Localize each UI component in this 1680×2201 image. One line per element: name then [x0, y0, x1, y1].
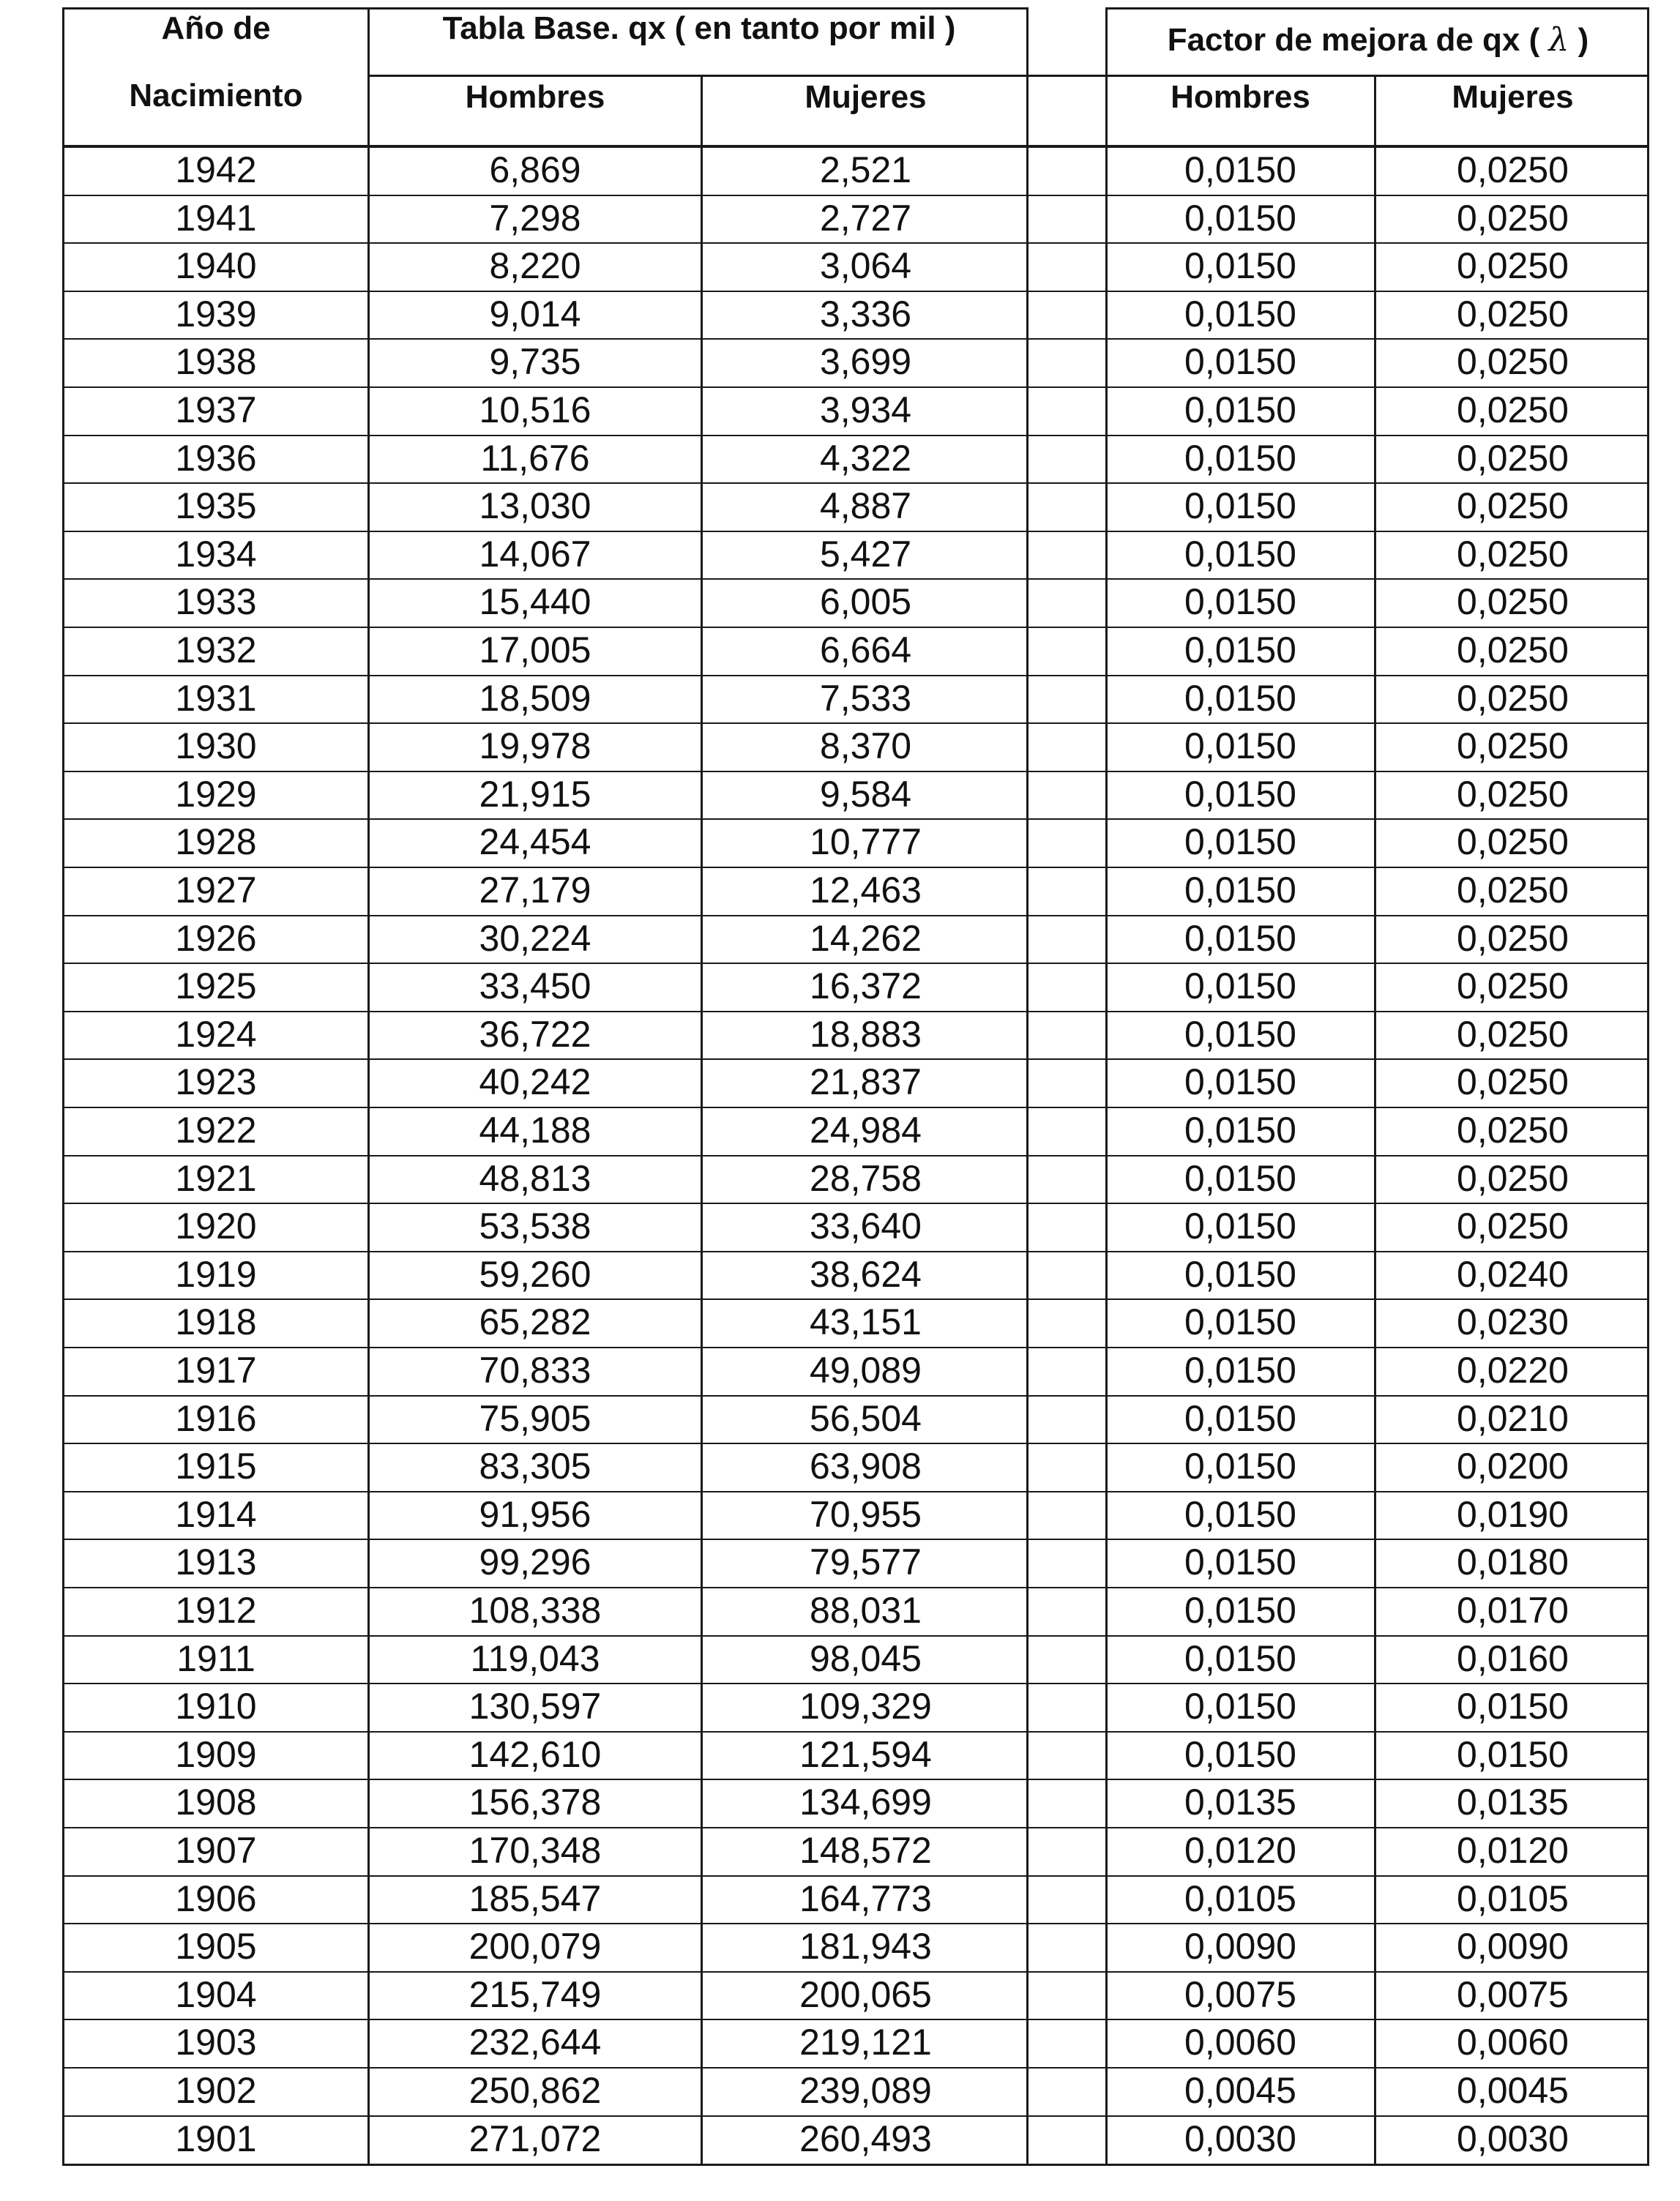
cell-factor-women: 0,0120	[1457, 1830, 1569, 1871]
grid-top-border-right	[1105, 7, 1647, 10]
header-improvement-title-suffix: )	[1578, 22, 1589, 58]
cell-qx-women: 4,887	[819, 485, 912, 527]
cell-factor-women: 0,0250	[1457, 149, 1569, 190]
cell-qx-women: 88,031	[810, 1590, 922, 1631]
grid-row-separator	[62, 2115, 1647, 2117]
cell-factor-men: 0,0150	[1184, 1733, 1296, 1775]
cell-factor-men: 0,0150	[1184, 1206, 1296, 1247]
cell-factor-men: 0,0150	[1184, 1301, 1296, 1343]
cell-qx-men: 170,348	[468, 1830, 602, 1871]
cell-qx-men: 36,722	[479, 1013, 591, 1055]
grid-row-separator	[62, 627, 1647, 628]
cell-qx-women: 2,727	[819, 197, 912, 239]
cell-qx-women: 2,521	[819, 149, 912, 190]
cell-factor-women: 0,0060	[1457, 2022, 1569, 2063]
cell-factor-men: 0,0075	[1184, 1973, 1296, 2015]
cell-qx-men: 83,305	[479, 1446, 591, 1487]
cell-factor-men: 0,0150	[1184, 197, 1296, 239]
cell-factor-women: 0,0250	[1457, 581, 1569, 623]
grid-row-separator	[62, 578, 1647, 580]
cell-birth-year: 1913	[175, 1542, 257, 1583]
cell-factor-men: 0,0090	[1184, 1926, 1296, 1968]
cell-qx-women: 6,005	[819, 581, 912, 623]
cell-qx-men: 40,242	[479, 1061, 591, 1103]
cell-factor-women: 0,0250	[1457, 629, 1569, 670]
cell-factor-men: 0,0150	[1184, 1157, 1296, 1199]
cell-factor-men: 0,0150	[1184, 677, 1296, 719]
grid-row-separator	[62, 915, 1647, 916]
grid-row-separator	[62, 1155, 1647, 1156]
grid-row-separator	[62, 1203, 1647, 1204]
cell-factor-men: 0,0150	[1184, 1686, 1296, 1727]
cell-factor-men: 0,0150	[1184, 725, 1296, 767]
cell-factor-women: 0,0045	[1457, 2070, 1569, 2111]
cell-qx-men: 75,905	[479, 1397, 591, 1439]
cell-qx-women: 260,493	[799, 2118, 932, 2159]
cell-birth-year: 1931	[175, 677, 257, 719]
cell-qx-men: 200,079	[468, 1926, 602, 1968]
cell-factor-women: 0,0250	[1457, 870, 1569, 911]
grid-row-separator	[62, 1635, 1647, 1637]
cell-factor-men: 0,0120	[1184, 1830, 1296, 1871]
header-factor-women: Mujeres	[1452, 79, 1574, 115]
grid-top-border-left	[62, 7, 1026, 10]
cell-qx-men: 14,067	[479, 533, 591, 575]
cell-qx-women: 38,624	[810, 1253, 922, 1295]
lambda-symbol: λ	[1548, 21, 1569, 59]
cell-qx-men: 142,610	[468, 1733, 602, 1775]
cell-birth-year: 1917	[175, 1350, 257, 1391]
cell-birth-year: 1912	[175, 1590, 257, 1631]
cell-qx-women: 21,837	[810, 1061, 922, 1103]
cell-factor-men: 0,0150	[1184, 437, 1296, 479]
cell-factor-women: 0,0240	[1457, 1253, 1569, 1295]
cell-qx-women: 70,955	[810, 1493, 922, 1535]
grid-row-separator	[62, 1875, 1647, 1877]
cell-qx-women: 6,664	[819, 629, 912, 670]
grid-row-separator	[62, 386, 1647, 388]
cell-qx-women: 121,594	[799, 1733, 932, 1775]
grid-row-separator	[62, 1683, 1647, 1684]
cell-qx-men: 13,030	[479, 485, 591, 527]
header-improvement-factor-title	[1107, 22, 1649, 59]
cell-factor-women: 0,0250	[1457, 293, 1569, 335]
cell-factor-men: 0,0150	[1184, 293, 1296, 335]
cell-qx-men: 59,260	[479, 1253, 591, 1295]
grid-row-separator	[62, 722, 1647, 724]
grid-row-separator	[62, 531, 1647, 532]
cell-birth-year: 1907	[175, 1830, 257, 1871]
cell-birth-year: 1924	[175, 1013, 257, 1055]
cell-factor-men: 0,0150	[1184, 485, 1296, 527]
cell-birth-year: 1909	[175, 1733, 257, 1775]
grid-row-separator	[62, 1779, 1647, 1780]
cell-qx-women: 239,089	[799, 2070, 932, 2111]
cell-qx-women: 16,372	[810, 965, 922, 1007]
cell-factor-women: 0,0250	[1457, 1110, 1569, 1151]
cell-qx-women: 14,262	[810, 917, 922, 959]
cell-factor-men: 0,0060	[1184, 2022, 1296, 2063]
cell-factor-women: 0,0250	[1457, 1206, 1569, 1247]
cell-factor-women: 0,0105	[1457, 1877, 1569, 1919]
cell-qx-men: 91,956	[479, 1493, 591, 1535]
grid-row-separator	[62, 1731, 1647, 1733]
cell-factor-women: 0,0250	[1457, 965, 1569, 1007]
cell-factor-women: 0,0250	[1457, 677, 1569, 719]
grid-row-separator	[62, 482, 1647, 484]
cell-birth-year: 1901	[175, 2118, 257, 2159]
cell-qx-men: 18,509	[479, 677, 591, 719]
cell-factor-men: 0,0150	[1184, 773, 1296, 815]
cell-qx-men: 250,862	[468, 2070, 602, 2111]
cell-qx-women: 79,577	[810, 1542, 922, 1583]
grid-row-separator	[62, 338, 1647, 340]
cell-factor-men: 0,0150	[1184, 245, 1296, 287]
cell-factor-women: 0,0250	[1457, 1157, 1569, 1199]
cell-factor-men: 0,0150	[1184, 1542, 1296, 1583]
cell-qx-women: 8,370	[819, 725, 912, 767]
cell-birth-year: 1939	[175, 293, 257, 335]
cell-qx-men: 99,296	[479, 1542, 591, 1583]
grid-row-separator	[62, 1587, 1647, 1588]
cell-birth-year: 1936	[175, 437, 257, 479]
cell-factor-men: 0,0150	[1184, 1350, 1296, 1391]
grid-row-separator	[62, 1107, 1647, 1108]
cell-birth-year: 1933	[175, 581, 257, 623]
cell-factor-men: 0,0150	[1184, 1013, 1296, 1055]
cell-factor-men: 0,0150	[1184, 533, 1296, 575]
cell-factor-women: 0,0135	[1457, 1782, 1569, 1823]
cell-birth-year: 1904	[175, 1973, 257, 2015]
cell-factor-women: 0,0170	[1457, 1590, 1569, 1631]
grid-right-border	[1647, 7, 1649, 2166]
grid-row-separator	[62, 2067, 1647, 2069]
cell-birth-year: 1903	[175, 2022, 257, 2063]
cell-birth-year: 1906	[175, 1877, 257, 1919]
cell-birth-year: 1928	[175, 821, 257, 863]
header-birth-year-line2: Nacimiento	[129, 78, 303, 113]
cell-factor-women: 0,0250	[1457, 773, 1569, 815]
cell-factor-men: 0,0150	[1184, 629, 1296, 670]
cell-birth-year: 1938	[175, 341, 257, 383]
cell-qx-men: 119,043	[470, 1637, 600, 1679]
cell-qx-women: 219,121	[799, 2022, 932, 2063]
cell-qx-women: 98,045	[810, 1637, 922, 1679]
cell-factor-women: 0,0210	[1457, 1397, 1569, 1439]
cell-factor-men: 0,0150	[1184, 870, 1296, 911]
cell-qx-women: 28,758	[810, 1157, 922, 1199]
cell-factor-men: 0,0150	[1184, 1061, 1296, 1103]
cell-qx-women: 5,427	[819, 533, 912, 575]
grid-row-separator	[62, 1539, 1647, 1540]
cell-qx-women: 134,699	[799, 1782, 932, 1823]
cell-birth-year: 1918	[175, 1301, 257, 1343]
cell-qx-women: 7,533	[819, 677, 912, 719]
cell-factor-men: 0,0150	[1184, 1397, 1296, 1439]
cell-factor-women: 0,0250	[1457, 341, 1569, 383]
cell-qx-women: 181,943	[799, 1926, 932, 1968]
cell-factor-women: 0,0250	[1457, 1013, 1569, 1055]
cell-birth-year: 1934	[175, 533, 257, 575]
cell-factor-men: 0,0150	[1184, 581, 1296, 623]
cell-qx-men: 11,676	[480, 437, 590, 479]
cell-qx-women: 3,934	[819, 389, 912, 430]
cell-qx-women: 109,329	[799, 1686, 932, 1727]
cell-birth-year: 1910	[175, 1686, 257, 1727]
grid-col-divider	[1105, 7, 1108, 2166]
grid-row-separator	[62, 1347, 1647, 1348]
cell-qx-men: 48,813	[479, 1157, 591, 1199]
cell-qx-men: 130,597	[468, 1686, 602, 1727]
cell-birth-year: 1908	[175, 1782, 257, 1823]
grid-row-separator	[62, 1971, 1647, 1973]
cell-qx-men: 7,298	[489, 197, 581, 239]
cell-birth-year: 1911	[176, 1637, 255, 1679]
cell-qx-men: 17,005	[479, 629, 591, 670]
header-factor-men: Hombres	[1171, 79, 1310, 115]
cell-factor-men: 0,0150	[1184, 821, 1296, 863]
cell-birth-year: 1926	[175, 917, 257, 959]
cell-factor-men: 0,0045	[1184, 2070, 1296, 2111]
header-base-women: Mujeres	[804, 79, 927, 115]
header-base-table-title: Tabla Base. qx ( en tanto por mil )	[442, 10, 956, 46]
grid-row-separator	[62, 1923, 1647, 1924]
cell-qx-men: 6,869	[489, 149, 581, 190]
cell-factor-women: 0,0250	[1457, 389, 1569, 430]
grid-row-separator	[62, 242, 1647, 244]
cell-qx-women: 18,883	[810, 1013, 922, 1055]
cell-birth-year: 1927	[175, 870, 257, 911]
cell-factor-men: 0,0150	[1184, 1637, 1296, 1679]
cell-qx-men: 156,378	[468, 1782, 602, 1823]
cell-factor-women: 0,0250	[1457, 917, 1569, 959]
cell-factor-men: 0,0135	[1184, 1782, 1296, 1823]
cell-qx-men: 30,224	[479, 917, 591, 959]
cell-qx-men: 27,179	[479, 870, 591, 911]
cell-qx-women: 24,984	[810, 1110, 922, 1151]
cell-factor-men: 0,0030	[1184, 2118, 1296, 2159]
cell-factor-men: 0,0150	[1184, 149, 1296, 190]
cell-qx-women: 4,322	[819, 437, 912, 479]
cell-birth-year: 1902	[175, 2070, 257, 2111]
cell-qx-women: 12,463	[810, 870, 922, 911]
cell-birth-year: 1916	[175, 1397, 257, 1439]
grid-row-separator	[62, 195, 1647, 196]
cell-factor-women: 0,0220	[1457, 1350, 1569, 1391]
cell-factor-women: 0,0250	[1457, 1061, 1569, 1103]
cell-qx-women: 33,640	[810, 1206, 922, 1247]
grid-row-separator	[62, 2019, 1647, 2020]
cell-qx-women: 56,504	[810, 1397, 922, 1439]
cell-factor-men: 0,0150	[1184, 965, 1296, 1007]
cell-qx-men: 53,538	[479, 1206, 591, 1247]
cell-qx-men: 33,450	[479, 965, 591, 1007]
grid-left-border	[62, 7, 64, 2166]
cell-factor-women: 0,0250	[1457, 437, 1569, 479]
cell-qx-men: 24,454	[479, 821, 591, 863]
cell-factor-women: 0,0200	[1457, 1446, 1569, 1487]
cell-factor-women: 0,0180	[1457, 1542, 1569, 1583]
cell-qx-men: 9,735	[489, 341, 581, 383]
grid-row-separator	[62, 1395, 1647, 1397]
grid-row-separator	[62, 1058, 1647, 1060]
cell-factor-women: 0,0250	[1457, 533, 1569, 575]
grid-row-separator	[62, 1443, 1647, 1444]
cell-qx-women: 3,699	[819, 341, 912, 383]
cell-birth-year: 1914	[175, 1493, 257, 1535]
grid-row-separator	[62, 675, 1647, 676]
cell-qx-women: 9,584	[819, 773, 912, 815]
cell-qx-men: 70,833	[479, 1350, 591, 1391]
header-base-men: Hombres	[465, 79, 605, 115]
cell-factor-women: 0,0250	[1457, 245, 1569, 287]
grid-row-separator	[62, 435, 1647, 436]
cell-factor-women: 0,0250	[1457, 725, 1569, 767]
grid-col-divider	[701, 75, 703, 2166]
cell-qx-men: 10,516	[479, 389, 591, 430]
grid-row-separator	[62, 1491, 1647, 1492]
cell-qx-men: 185,547	[468, 1877, 602, 1919]
cell-factor-women: 0,0250	[1457, 197, 1569, 239]
cell-qx-men: 232,644	[468, 2022, 602, 2063]
cell-birth-year: 1929	[175, 773, 257, 815]
cell-qx-men: 65,282	[479, 1301, 591, 1343]
cell-qx-men: 8,220	[489, 245, 581, 287]
cell-qx-women: 10,777	[810, 821, 922, 863]
cell-birth-year: 1942	[175, 149, 257, 190]
grid-header-bottom	[62, 145, 1647, 148]
cell-qx-women: 49,089	[810, 1350, 922, 1391]
cell-qx-men: 215,749	[468, 1973, 602, 2015]
cell-birth-year: 1919	[175, 1253, 257, 1295]
grid-row-separator	[62, 771, 1647, 772]
cell-qx-women: 63,908	[810, 1446, 922, 1487]
cell-birth-year: 1930	[175, 725, 257, 767]
cell-factor-men: 0,0150	[1184, 917, 1296, 959]
cell-birth-year: 1923	[175, 1061, 257, 1103]
grid-row-separator	[62, 1827, 1647, 1828]
grid-row-separator	[62, 291, 1647, 292]
cell-birth-year: 1915	[175, 1446, 257, 1487]
grid-row-separator	[62, 1251, 1647, 1252]
cell-qx-women: 43,151	[810, 1301, 922, 1343]
cell-factor-men: 0,0150	[1184, 1493, 1296, 1535]
grid-col-divider	[367, 7, 370, 2166]
cell-birth-year: 1905	[175, 1926, 257, 1968]
cell-qx-women: 3,336	[819, 293, 912, 335]
header-improvement-title-prefix: Factor de mejora de qx (	[1167, 22, 1540, 58]
grid-row-separator	[62, 867, 1647, 868]
grid-row-separator	[62, 1298, 1647, 1300]
cell-qx-men: 271,072	[468, 2118, 602, 2159]
cell-factor-men: 0,0150	[1184, 389, 1296, 430]
cell-birth-year: 1932	[175, 629, 257, 670]
cell-factor-women: 0,0160	[1457, 1637, 1569, 1679]
cell-factor-men: 0,0150	[1184, 1110, 1296, 1151]
grid-row-separator	[62, 1011, 1647, 1012]
cell-factor-women: 0,0190	[1457, 1493, 1569, 1535]
cell-factor-men: 0,0150	[1184, 341, 1296, 383]
grid-col-divider	[1374, 75, 1376, 2166]
cell-factor-women: 0,0150	[1457, 1733, 1569, 1775]
cell-qx-women: 3,064	[819, 245, 912, 287]
cell-factor-men: 0,0150	[1184, 1590, 1296, 1631]
cell-birth-year: 1925	[175, 965, 257, 1007]
cell-factor-women: 0,0090	[1457, 1926, 1569, 1968]
cell-factor-women: 0,0075	[1457, 1973, 1569, 2015]
cell-factor-women: 0,0250	[1457, 485, 1569, 527]
cell-qx-women: 164,773	[799, 1877, 932, 1919]
cell-birth-year: 1940	[175, 245, 257, 287]
cell-factor-men: 0,0150	[1184, 1253, 1296, 1295]
cell-factor-women: 0,0030	[1457, 2118, 1569, 2159]
cell-qx-men: 108,338	[468, 1590, 602, 1631]
cell-birth-year: 1935	[175, 485, 257, 527]
cell-qx-women: 148,572	[799, 1830, 932, 1871]
cell-factor-women: 0,0250	[1457, 821, 1569, 863]
cell-birth-year: 1941	[175, 197, 257, 239]
grid-row-separator	[62, 963, 1647, 964]
header-birth-year-line1: Año de	[161, 10, 271, 46]
cell-factor-women: 0,0230	[1457, 1301, 1569, 1343]
cell-birth-year: 1922	[175, 1110, 257, 1151]
cell-qx-men: 21,915	[479, 773, 591, 815]
cell-qx-men: 15,440	[479, 581, 591, 623]
cell-birth-year: 1920	[175, 1206, 257, 1247]
cell-qx-women: 200,065	[799, 1973, 932, 2015]
cell-factor-men: 0,0150	[1184, 1446, 1296, 1487]
cell-factor-men: 0,0105	[1184, 1877, 1296, 1919]
cell-qx-men: 44,188	[479, 1110, 591, 1151]
cell-birth-year: 1937	[175, 389, 257, 430]
grid-row-separator	[62, 818, 1647, 820]
grid-header-divider	[367, 75, 1647, 77]
cell-factor-women: 0,0150	[1457, 1686, 1569, 1727]
cell-qx-men: 19,978	[479, 725, 591, 767]
grid-col-divider	[1026, 7, 1028, 2166]
cell-birth-year: 1921	[175, 1157, 257, 1199]
cell-qx-men: 9,014	[489, 293, 581, 335]
grid-bottom-border	[62, 2164, 1647, 2166]
